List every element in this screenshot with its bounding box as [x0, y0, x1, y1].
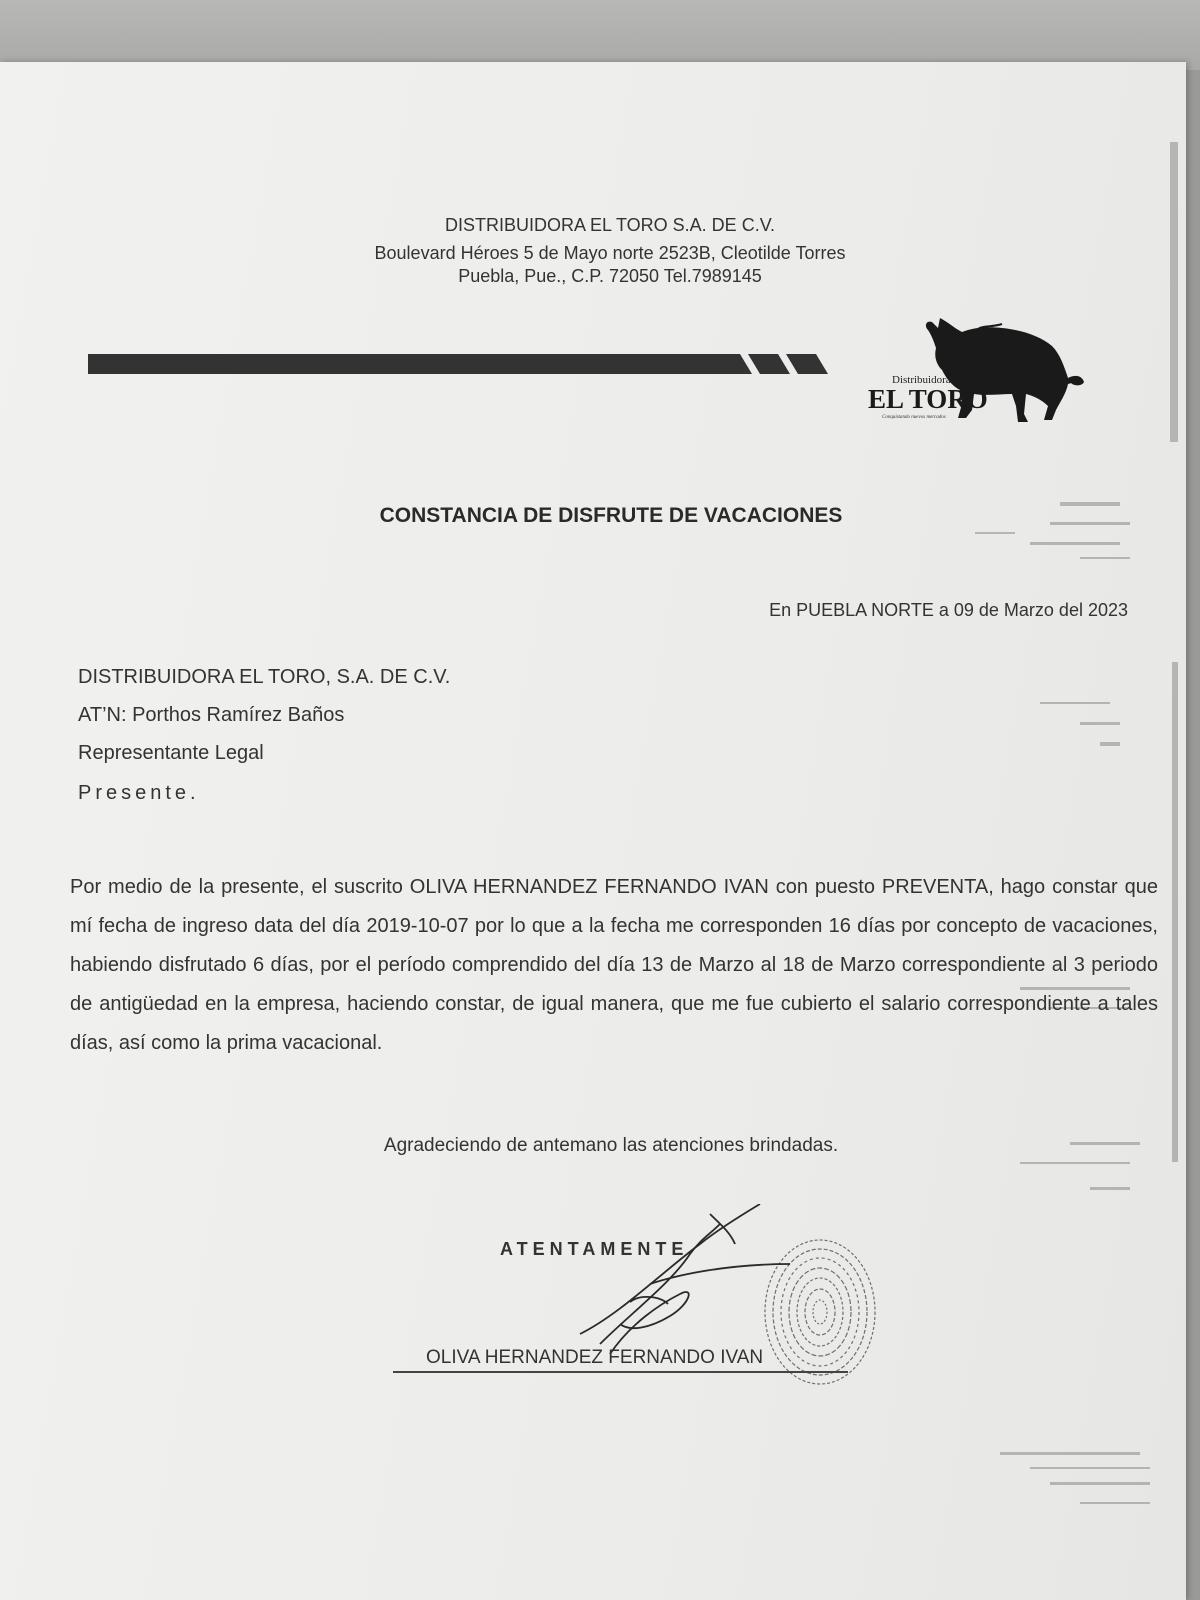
company-name: DISTRIBUIDORA EL TORO S.A. DE C.V. — [444, 215, 776, 235]
recipient-attention: AT’N: Porthos Ramírez Baños — [78, 704, 345, 726]
logo-name: EL TORO — [868, 384, 988, 414]
company-city-phone: Puebla, Pue., C.P. 72050 Tel.7989145 — [458, 266, 762, 286]
company-address: Boulevard Héroes 5 de Mayo norte 2523B, Cleotilde Torres — [374, 243, 846, 263]
header-rule-bar — [88, 354, 848, 376]
signature-heading: ATENTAMENTE — [500, 1239, 689, 1259]
body-paragraph: Por medio de la presente, el suscrito OLIVA HERNANDEZ FERNANDO IVAN con puesto PREVENTA, hago constar que mí fecha de ingreso data del día 2019-10-07 por lo que a la fecha me corresponden 16 días por concepto de vacaciones, habiendo disfrutado 6 días, por el período comprendido del día 13 de Marzo al 18 de Marzo correspondiente al 3 periodo de antigüedad en la empresa, haciendo constar, de igual manera, que me fue cubierto el salario correspondiente a tales días, así como la prima vacacional. — [70, 876, 1158, 1054]
company-logo — [862, 302, 1102, 427]
recipient-company: DISTRIBUIDORA EL TORO, S.A. DE C.V. — [78, 666, 451, 688]
logo-small-text: Distribuidora — [892, 374, 951, 386]
signature-line — [393, 1371, 848, 1373]
date-line: En PUEBLA NORTE a 09 de Marzo del 2023 — [769, 600, 1128, 620]
document-sheet — [0, 62, 1186, 1600]
signer-name: OLIVA HERNANDEZ FERNANDO IVAN — [426, 1347, 764, 1368]
logo-tagline: Conquistando nuevos mercados — [882, 415, 946, 420]
recipient-salutation: Presente. — [78, 782, 200, 804]
recipient-role: Representante Legal — [78, 742, 264, 764]
background-surface — [0, 0, 1200, 70]
closing-line: Agradeciendo de antemano las atenciones brindadas. — [383, 1135, 839, 1156]
document-title: CONSTANCIA DE DISFRUTE DE VACACIONES — [379, 504, 843, 527]
